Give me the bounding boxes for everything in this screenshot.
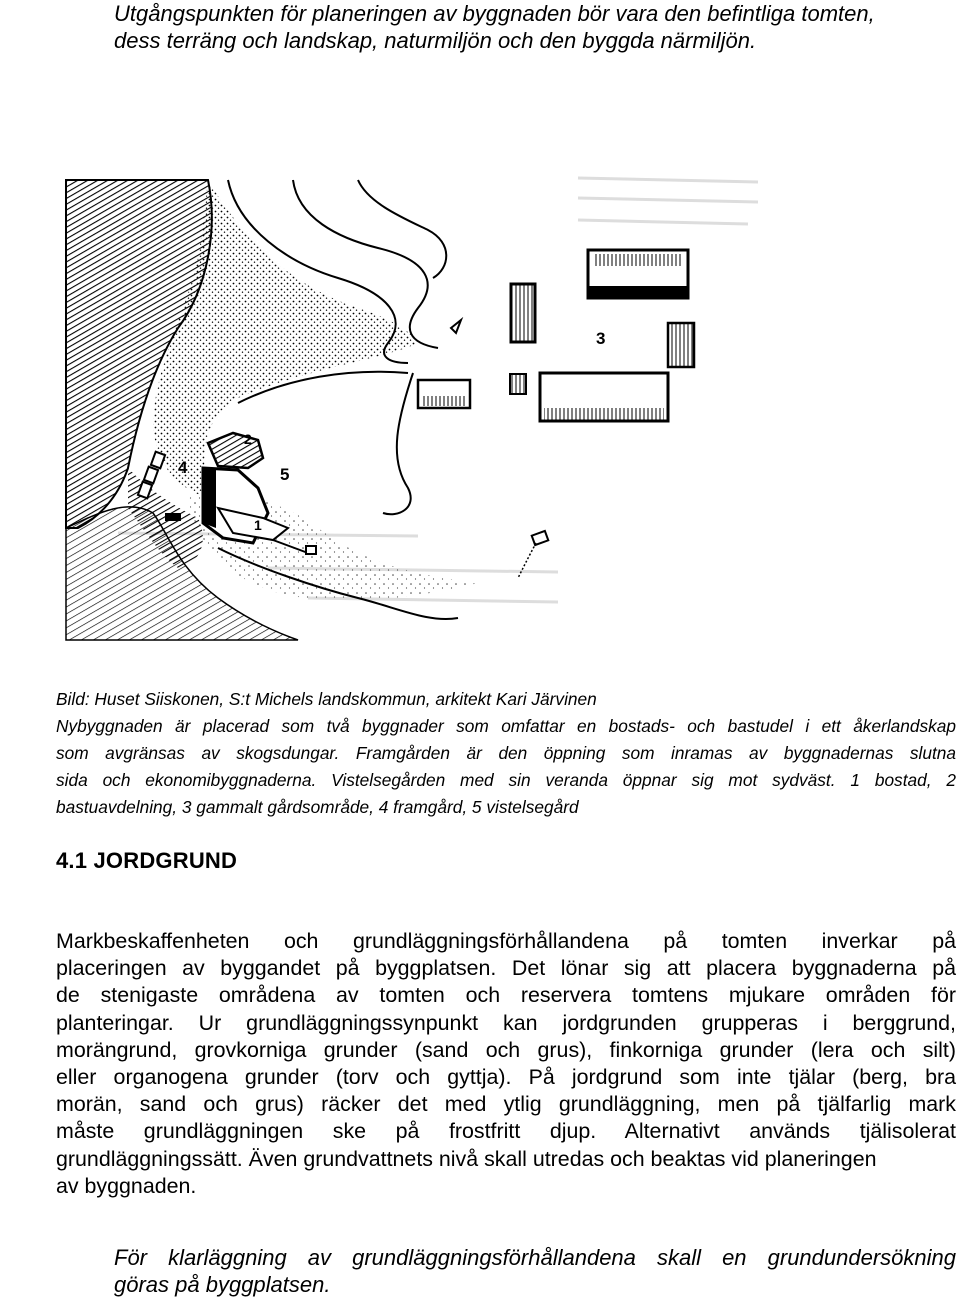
map-label-3: 3 (596, 329, 606, 348)
caption-line: sida och ekonomibyggnaderna. Vistelsegården med sin veranda öppnar sig mot sydväst. 1 bostad, 2 (56, 770, 956, 790)
caption-line: bastuavdelning, 3 gammalt gårdsområde, 4 framgård, 5 vistelsegård (56, 797, 579, 817)
map-label-4: 4 (178, 458, 188, 477)
building-3-long (540, 373, 668, 421)
caption-line: som avgränsas av skogsdungar. Framgården är den öppning som inramas av byggnadernas slutna (56, 743, 956, 763)
body-line: placeringen av byggandet på byggplatsen. Det lönar sig att placera byggnaderna på (56, 956, 956, 981)
body-paragraph (56, 928, 956, 1200)
building-3-shed (668, 323, 694, 367)
body-line: grundläggningssätt. Även grundvattnets nivå skall utredas och beaktas vid planeringen (56, 1146, 877, 1171)
site-plan-map (58, 168, 770, 643)
intro-line: dess terräng och landskap, naturmiljön och den byggda närmiljön. (114, 28, 757, 53)
triangle-marker (451, 320, 461, 333)
body-line: Markbeskaffenheten och grundläggningsförhållandena på tomten inverkar på (56, 929, 956, 953)
intro-paragraph (114, 0, 954, 54)
note-paragraph (114, 1244, 956, 1298)
section-heading: 4.1 JORDGRUND (56, 848, 238, 873)
building-3-barn (511, 284, 535, 342)
map-label-1: 1 (254, 517, 262, 533)
body-line: de stenigaste områdena av tomten och reservera tomtens mjukare områden för (56, 983, 956, 1008)
caption-line: Nybyggnaden är placerad som två byggnader som omfattar en bostads- och bastudel i ett åkerlandskap (56, 716, 956, 736)
map-label-2: 2 (244, 431, 252, 447)
map-label-5: 5 (280, 465, 290, 484)
building-small-post (510, 374, 526, 394)
note-line: För klarläggning av grundläggningsförhållandena skall en grundundersökning (114, 1245, 956, 1270)
body-line: planteringar. Ur grundläggningssynpunkt kan jordgrunden grupperas i berggrund, (56, 1010, 956, 1035)
caption-line: Bild: Huset Siiskonen, S:t Michels landskommun, arkitekt Kari Järvinen (56, 689, 597, 709)
body-line: måste grundläggningen ske på frostfritt djup. Alternativt används tjälisolerat (56, 1119, 956, 1144)
building-small-left (418, 380, 470, 408)
body-line: morän, sand och grus) räcker det med ytlig grundläggning, men på tjälfarlig mark (56, 1092, 956, 1117)
building-3-main (588, 250, 688, 298)
body-line: av byggnaden. (56, 1173, 197, 1198)
intro-line: Utgångspunkten för planeringen av byggnaden bör vara den befintliga tomten, (114, 1, 875, 26)
body-line: eller organogena grunder (torv och gyttja). På jordgrund som inte tjälar (berg, bra (56, 1065, 956, 1090)
note-line: göras på byggplatsen. (114, 1272, 331, 1297)
figure-caption (56, 686, 956, 821)
body-line: morängrund, grovkorniga grunder (sand och grus), finkorniga grunder (lera och silt) (56, 1037, 956, 1062)
